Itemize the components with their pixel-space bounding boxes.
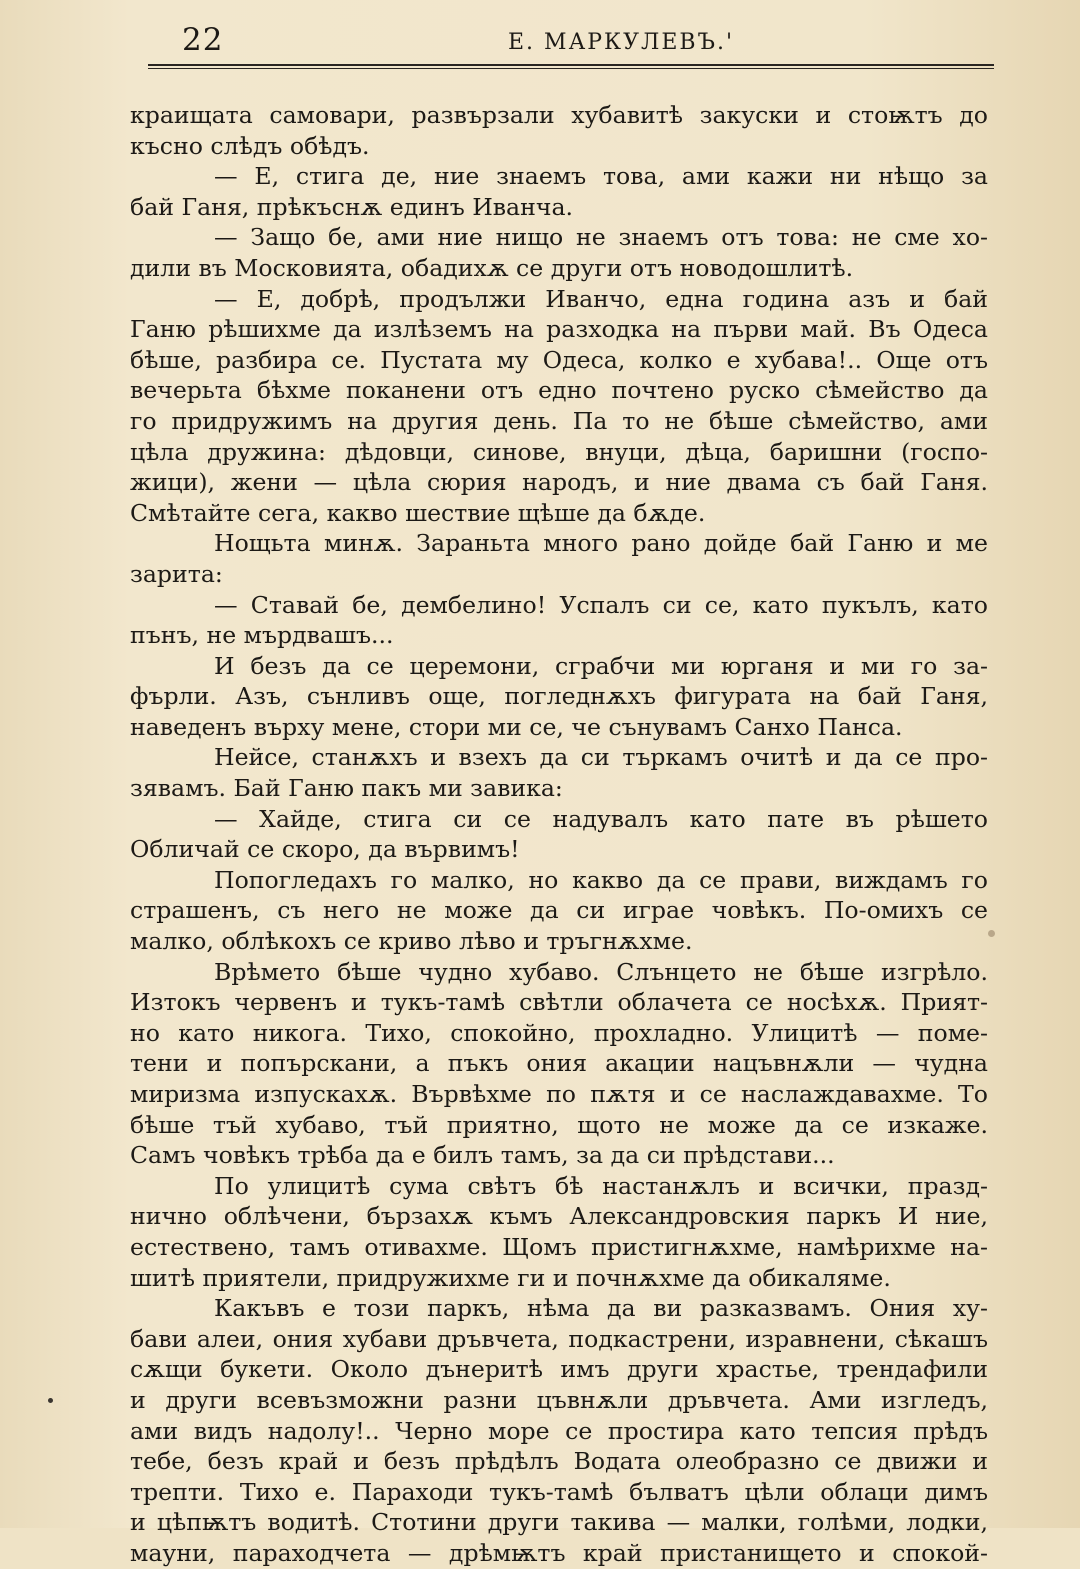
text-line: тени и попърскани, а пъкъ ония акации нацъвнѫли — чудна — [130, 1049, 988, 1078]
text-line: страшенъ, съ него не може да си играе човѣкъ. По-омихъ се — [130, 896, 988, 925]
text-line: Попогледахъ го малко, но какво да се прави, виждамъ го — [214, 865, 988, 894]
text-line: и цѣпѭтъ водитѣ. Стотини други такива — малки, голѣми, лодки, — [130, 1508, 988, 1537]
text-line: наведенъ върху мене, стори ми се, че сънувамъ Санхо Панса. — [130, 712, 903, 741]
text-line: зарита: — [130, 559, 223, 588]
text-line: — Защо бе, ами ние нищо не знаемъ отъ това: не сме хо- — [214, 223, 988, 252]
text-line: сѫщи букети. Около дънеритѣ имъ други храстье, трендафили — [130, 1355, 988, 1384]
text-line: Нощьта минѫ. Зараньта много рано дойде бай Ганю и ме — [214, 529, 988, 558]
text-line: мауни, параходчета — дрѣмѭтъ край пристанището и спокой- — [130, 1538, 988, 1567]
text-line: вечерьта бѣхме поканени отъ едно почтено руско сѣмейство да — [130, 376, 988, 405]
paper-speck — [48, 1398, 53, 1403]
text-line: миризма изпускахѫ. Вървѣхме по пѫтя и се наслаждавахме. То — [130, 1080, 988, 1108]
text-line: — Е, стига де, ние знаемъ това, ами кажи ни нѣщо за — [214, 162, 988, 191]
text-line: Самъ човѣкъ трѣба да е билъ тамъ, за да си прѣдстави... — [130, 1141, 835, 1170]
text-line: фърли. Азъ, сънливъ още, погледнѫхъ фигурата на бай Ганя, — [130, 682, 988, 711]
text-line: ами видъ надолу!.. Черно море се простира като тепсия прѣдъ — [130, 1416, 988, 1445]
text-line: късно слѣдъ обѣдъ. — [130, 131, 370, 160]
text-line: бави алеи, ония хубави дръвчета, подкастрени, изравнени, сѣкашъ — [130, 1324, 988, 1353]
page-header — [148, 18, 994, 70]
text-line: естествено, тамъ отивахме. Щомъ пристигнѫхме, намѣрихме на- — [130, 1232, 988, 1261]
text-line: Ганю рѣшихме да излѣземъ на разходка на първи май. Въ Одеса — [130, 315, 988, 344]
text-line: Врѣмето бѣше чудно хубаво. Слънцето не бѣше изгрѣло. — [214, 957, 988, 986]
text-line: — Хайде, стига си се надувалъ като пате въ рѣшето — [214, 804, 988, 833]
text-line: — Е, добрѣ, продължи Иванчо, една година азъ и бай — [214, 284, 988, 313]
text-line: жици), жени — цѣла сюрия народъ, и ние двама съ бай Ганя. — [130, 468, 988, 497]
text-line: го придружимъ на другия день. Па то не бѣше сѣмейство, ами — [130, 406, 988, 435]
text-line: Обличай се скоро, да вървимъ! — [130, 835, 520, 864]
text-line: Какъвъ е този паркъ, нѣма да ви разказвамъ. Ония ху- — [214, 1294, 988, 1323]
text-line: пънъ, не мърдвашъ... — [130, 621, 394, 650]
header-rule-thin — [148, 68, 994, 69]
text-line: но като никога. Тихо, спокойно, прохладно. Улицитѣ — поме- — [130, 1018, 988, 1047]
paper-speck — [988, 930, 995, 937]
text-line: Нейсе, станѫхъ и взехъ да си търкамъ очитѣ и да се про- — [214, 743, 988, 772]
text-line: Смѣтайте сега, какво шествие щѣше да бѫде. — [130, 498, 706, 527]
text-line: бѣше, разбира се. Пустата му Одеса, колко е хубава!.. Още отъ — [130, 345, 988, 374]
header-rule — [148, 64, 994, 66]
body-text — [130, 100, 988, 1569]
text-line: малко, облѣкохъ се криво лѣво и тръгнѫхме. — [130, 927, 693, 956]
text-line: Изтокъ червенъ и тукъ-тамѣ свѣтли облачета се носѣхѫ. Прият- — [130, 988, 988, 1017]
text-line: зявамъ. Бай Ганю пакъ ми завика: — [130, 774, 563, 803]
text-line: По улицитѣ сума свѣтъ бѣ настанѫлъ и всички, празд- — [214, 1171, 988, 1200]
text-line: дили въ Московията, обадихѫ се други отъ новодошлитѣ. — [130, 253, 854, 282]
running-head: Е. МАРКУЛЕВЪ.' — [508, 30, 735, 55]
text-line: — Ставай бе, дембелино! Успалъ си се, като пукълъ, като — [214, 590, 988, 619]
text-line: бай Ганя, прѣкъснѫ единъ Иванча. — [130, 192, 574, 221]
text-line: цѣла дружина: дѣдовци, синове, внуци, дѣца, баришни (госпо- — [130, 437, 988, 466]
text-line: И безъ да се церемони, сграбчи ми юрганя и ми го за- — [214, 651, 988, 680]
text-line: трепти. Тихо е. Параходи тукъ-тамѣ бълватъ цѣли облаци димъ — [130, 1477, 988, 1506]
text-line: и други всевъзможни разни цъвнѫли дръвчета. Ами изгледъ, — [130, 1385, 988, 1414]
text-line: бѣше тъй хубаво, тъй приятно, щото не може да се изкаже. — [130, 1110, 988, 1139]
text-line: краищата самовари, развързали хубавитѣ закуски и стоѭтъ до — [130, 101, 988, 129]
page-number: 22 — [182, 22, 224, 58]
text-line: тебе, безъ край и безъ прѣдѣлъ Водата олеобразно се движи и — [130, 1447, 988, 1476]
text-line: нично облѣчени, бързахѫ къмъ Александровския паркъ И ние, — [130, 1202, 988, 1231]
text-line: шитѣ приятели, придружихме ги и почнѫхме да обикаляме. — [130, 1263, 891, 1292]
